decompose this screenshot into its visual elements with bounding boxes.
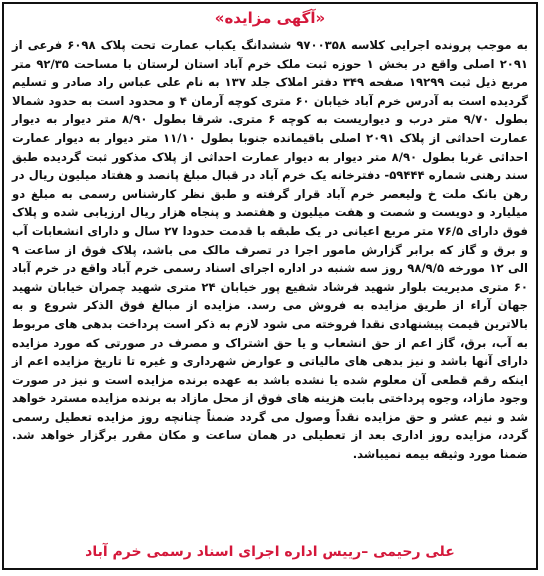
notice-body: به موجب پرونده اجرایی کلاسه ۹۷۰۰۳۵۸ ششدانگ یکباب عمارت تحت پلاک ۶۰۹۸ فرعی از ۲۰۹۱ اصلی واقع در بخش ۱ حوزه ثبت ملک خرم آباد استان لرستان با مساحت ۹۲/۳۵ متر مربع ذیل ثبت ۱۹۲۹۹ صفحه ۳۴۹ دفتر املاک جلد ۱۳۷ به نام علی عباس راد صادر و تسلیم گردیده است به آدرس خرم آباد خیابان ۶۰ متری کوچه آرمان ۴ و محدود است به حدود شمالا بطول ۹/۷۰ متر درب و دیواریست به کوچه ۶ متری. شرقا بطول ۸/۹۰ متر دیوار به دیوار عمارت احداثی از پلاک ۲۰۹۱ اصلی باقیمانده جنوبا بطول ۱۱/۱۰ متر دیوار به دیوار عمارت احداثی غربا بطول ۸/۹۰ متر دیوار به دیوار عمارت احداثی از پلاک مذکور ثبت گردیده طبق سند رهنی شماره ۵۹۴۴۴- دفترخانه یک خرم آباد در قبال مبلغ پانصد و هفتاد میلیون ریال در رهن بانک ملت خ ولیعصر خرم آباد قرار گرفته و طبق نظر کارشناس رسمی به مبلغ دو میلیارد و دویست و شصت و هفت میلیون و هفتصد و پنجاه هزار ریال ارزیابی شده و پلاک فوق دارای ۷۶/۵ متر مربع اعیانی در یک طبقه با قدمت حدودا ۲۷ سال و دارای انشعابات آب و برق و گاز که برابر گزارش مامور اجرا در تصرف مالک می باشد، پلاک فوق از ساعت ۹ الی ۱۲ مورخه ۹۸/۹/۵ روز سه شنبه در اداره اجرای اسناد رسمی خرم آباد واقع در خرم آباد ۶۰ متری مدیریت بلوار شهید فرشاد شفیع پور خیابان ۲۴ متری شهید چمران خیابان شهید جهان آراء از طریق مزایده به فروش می رسد. مزایده از مبالغ فوق الذکر شروع و به بالاترین قیمت پیشنهادی نقدا فروخته می شود لازم به ذکر است پرداخت بدهی های مربوط به آب، برق، گاز اعم از حق انشعاب و یا حق اشتراک و مصرف در صورتی که مورد مزایده دارای آنها باشد و نیز بدهی های مالیاتی و عوارض شهرداری و غیره تا تاریخ مزایده اعم از اینکه رقم قطعی آن معلوم شده یا نشده باشد به عهده برنده مزایده است و نیز در صورت وجود مازاد، وجوه پرداختی بابت هزینه های فوق از محل مازاد به برنده مزایده مسترد خواهد شد و نیم عشر و حق مزایده نقداً وصول می گردد ضمناً چنانچه روز مزایده تعطیل رسمی گردد، مزایده روز اداری بعد از تعطیلی در همان ساعت و مکان مقرر برگزار خواهد شد. ضمنا مورد وثیقه بیمه نمیباشد.	[12, 38, 529, 462]
notice-title: «آگهی مزایده»	[214, 9, 326, 27]
notice-frame	[2, 2, 538, 570]
notice-signature: علی رحیمی –رییس اداره اجرای اسناد رسمی خرم آباد	[85, 544, 455, 560]
